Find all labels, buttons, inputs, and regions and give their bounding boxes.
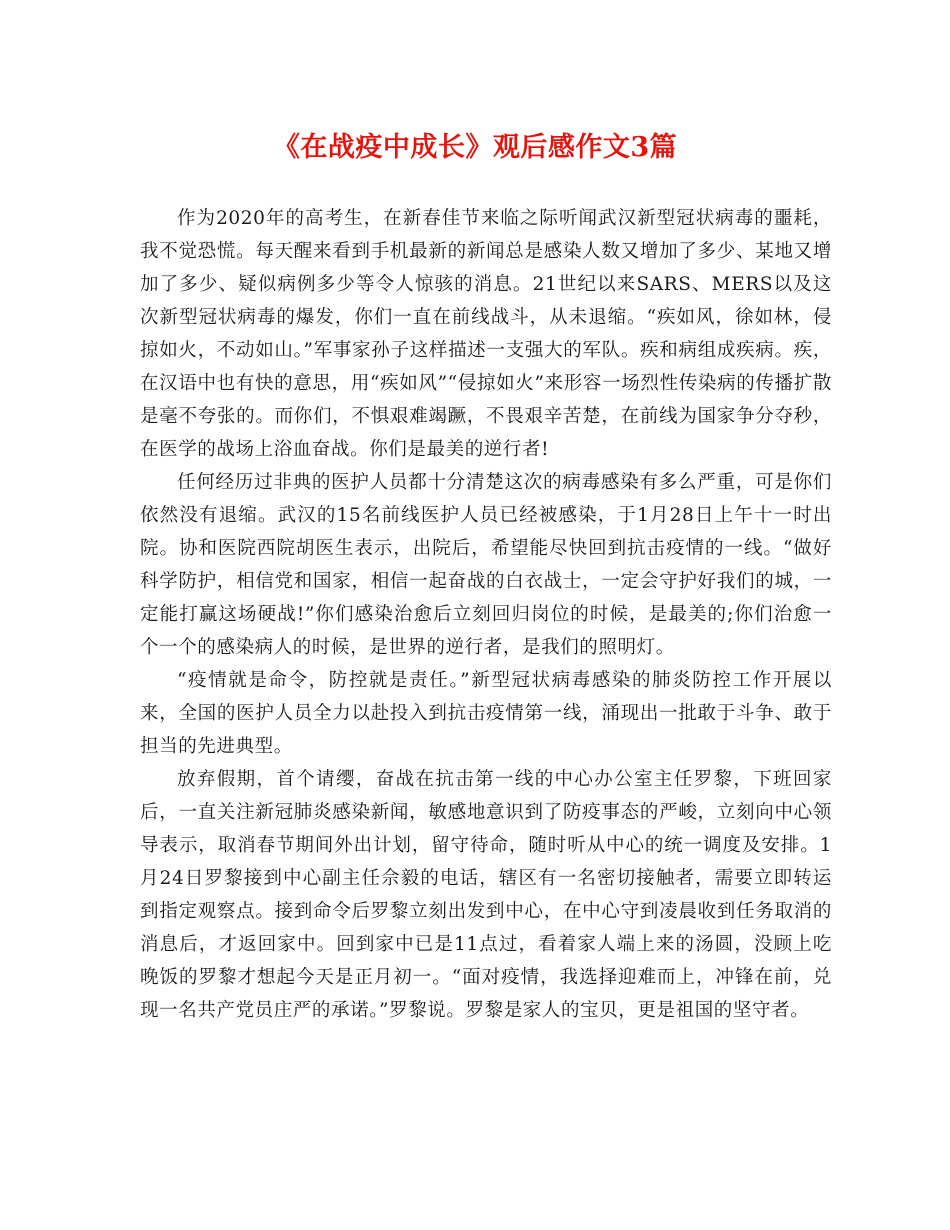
paragraph-1: 作为2020年的高考生，在新春佳节来临之际听闻武汉新型冠状病毒的噩耗，我不觉恐慌。每天醒来看到手机最新的新闻总是感染人数又增加了多少、某地又增加了多少、疑似病例多少等令人惊骇的消息。21世纪以来SARS、MERS以及这次新型冠状病毒的爆发，你们一直在前线战斗，从未退缩。“疾如风，徐如林，侵掠如火，不动如山。”军事家孙子这样描述一支强大的军队。疾和病组成疾病。疾，在汉语中也有快的意思，用“疾如风”“侵掠如火”来形容一场烈性传染病的传播扩散是毫不夸张的。而你们，不惧艰难竭蹶，不畏艰辛苦楚，在前线为国家争分夺秒，在医学的战场上浴血奋战。你们是最美的逆行者! bbox=[140, 208, 832, 460]
document-title: 《在战疫中成长》观后感作文3篇 bbox=[272, 132, 678, 163]
paragraph-3: “疫情就是命令，防控就是责任。”新型冠状病毒感染的肺炎防控工作开展以来，全国的医护人员全力以赴投入到抗击疫情第一线，涌现出一批敢于斗争、敢于担当的先进典型。 bbox=[140, 670, 832, 757]
paragraph-4: 放弃假期，首个请缨，奋战在抗击第一线的中心办公室主任罗黎，下班回家后，一直关注新冠肺炎感染新闻，敏感地意识到了防疫事态的严峻，立刻向中心领导表示，取消春节期间外出计划，留守待命，随时听从中心的统一调度及安排。1月24日罗黎接到中心副主任佘毅的电话，辖区有一名密切接触者，需要立即转运到指定观察点。接到命令后罗黎立刻出发到中心，在中心守到凌晨收到任务取消的消息后，才返回家中。回到家中已是11点过，看着家人端上来的汤圆，没顾上吃晚饭的罗黎才想起今天是正月初一。“面对疫情，我选择迎难而上，冲锋在前，兑现一名共产党员庄严的承诺。”罗黎说。罗黎是家人的宝贝，更是祖国的坚守者。 bbox=[140, 769, 832, 1021]
paragraph-2: 任何经历过非典的医护人员都十分清楚这次的病毒感染有多么严重，可是你们依然没有退缩。武汉的15名前线医护人员已经被感染，于1月28日上午十一时出院。协和医院西院胡医生表示，出院后，希望能尽快回到抗击疫情的一线。“做好科学防护，相信党和国家，相信一起奋战的白衣战士，一定会守护好我们的城，一定能打赢这场硬战!”你们感染治愈后立刻回归岗位的时候，是最美的;你们治愈一个一个的感染病人的时候，是世界的逆行者，是我们的照明灯。 bbox=[140, 472, 832, 658]
document-body bbox=[140, 202, 832, 1027]
